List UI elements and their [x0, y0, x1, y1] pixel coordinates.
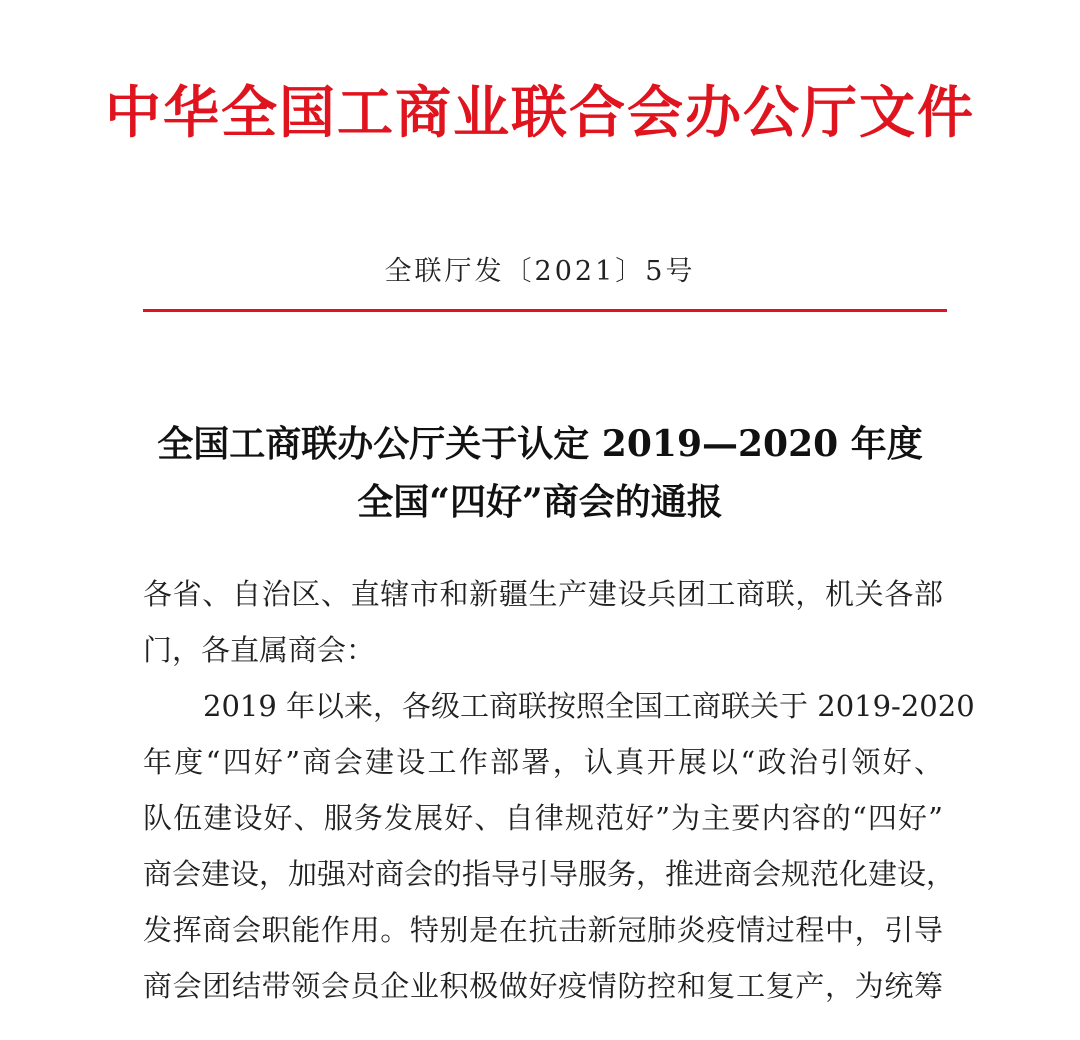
body-line: 商会建设，加强对商会的指导引导服务，推进商会规范化建设，	[143, 857, 956, 891]
body-line: 2019 年以来，各级工商联按照全国工商联关于 2019-2020	[203, 689, 975, 723]
body-line: 年度“四好”商会建设工作部署，认真开展以“政治引领好、	[143, 745, 943, 779]
body-line: 商会团结带领会员企业积极做好疫情防控和复工复产，为统筹	[143, 969, 943, 1003]
addressee-line-1: 各省、自治区、直辖市和新疆生产建设兵团工商联，机关各部	[143, 577, 943, 611]
document-title-line-2: 全国“四好”商会的通报	[357, 481, 723, 523]
body-line: 发挥商会职能作用。特别是在抗击新冠肺炎疫情过程中，引导	[143, 913, 943, 947]
body-line: 队伍建设好、服务发展好、自律规范好”为主要内容的“四好”	[143, 801, 943, 835]
red-separator-rule	[143, 309, 947, 312]
document-number: 全联厅发〔2021〕5号	[384, 256, 696, 287]
document-header: 中华全国工商业联合会办公厅文件	[105, 81, 975, 146]
addressee-line-2: 门，各直属商会：	[143, 633, 376, 667]
document-title-line-1: 全国工商联办公厅关于认定 2019—2020 年度	[157, 423, 923, 465]
